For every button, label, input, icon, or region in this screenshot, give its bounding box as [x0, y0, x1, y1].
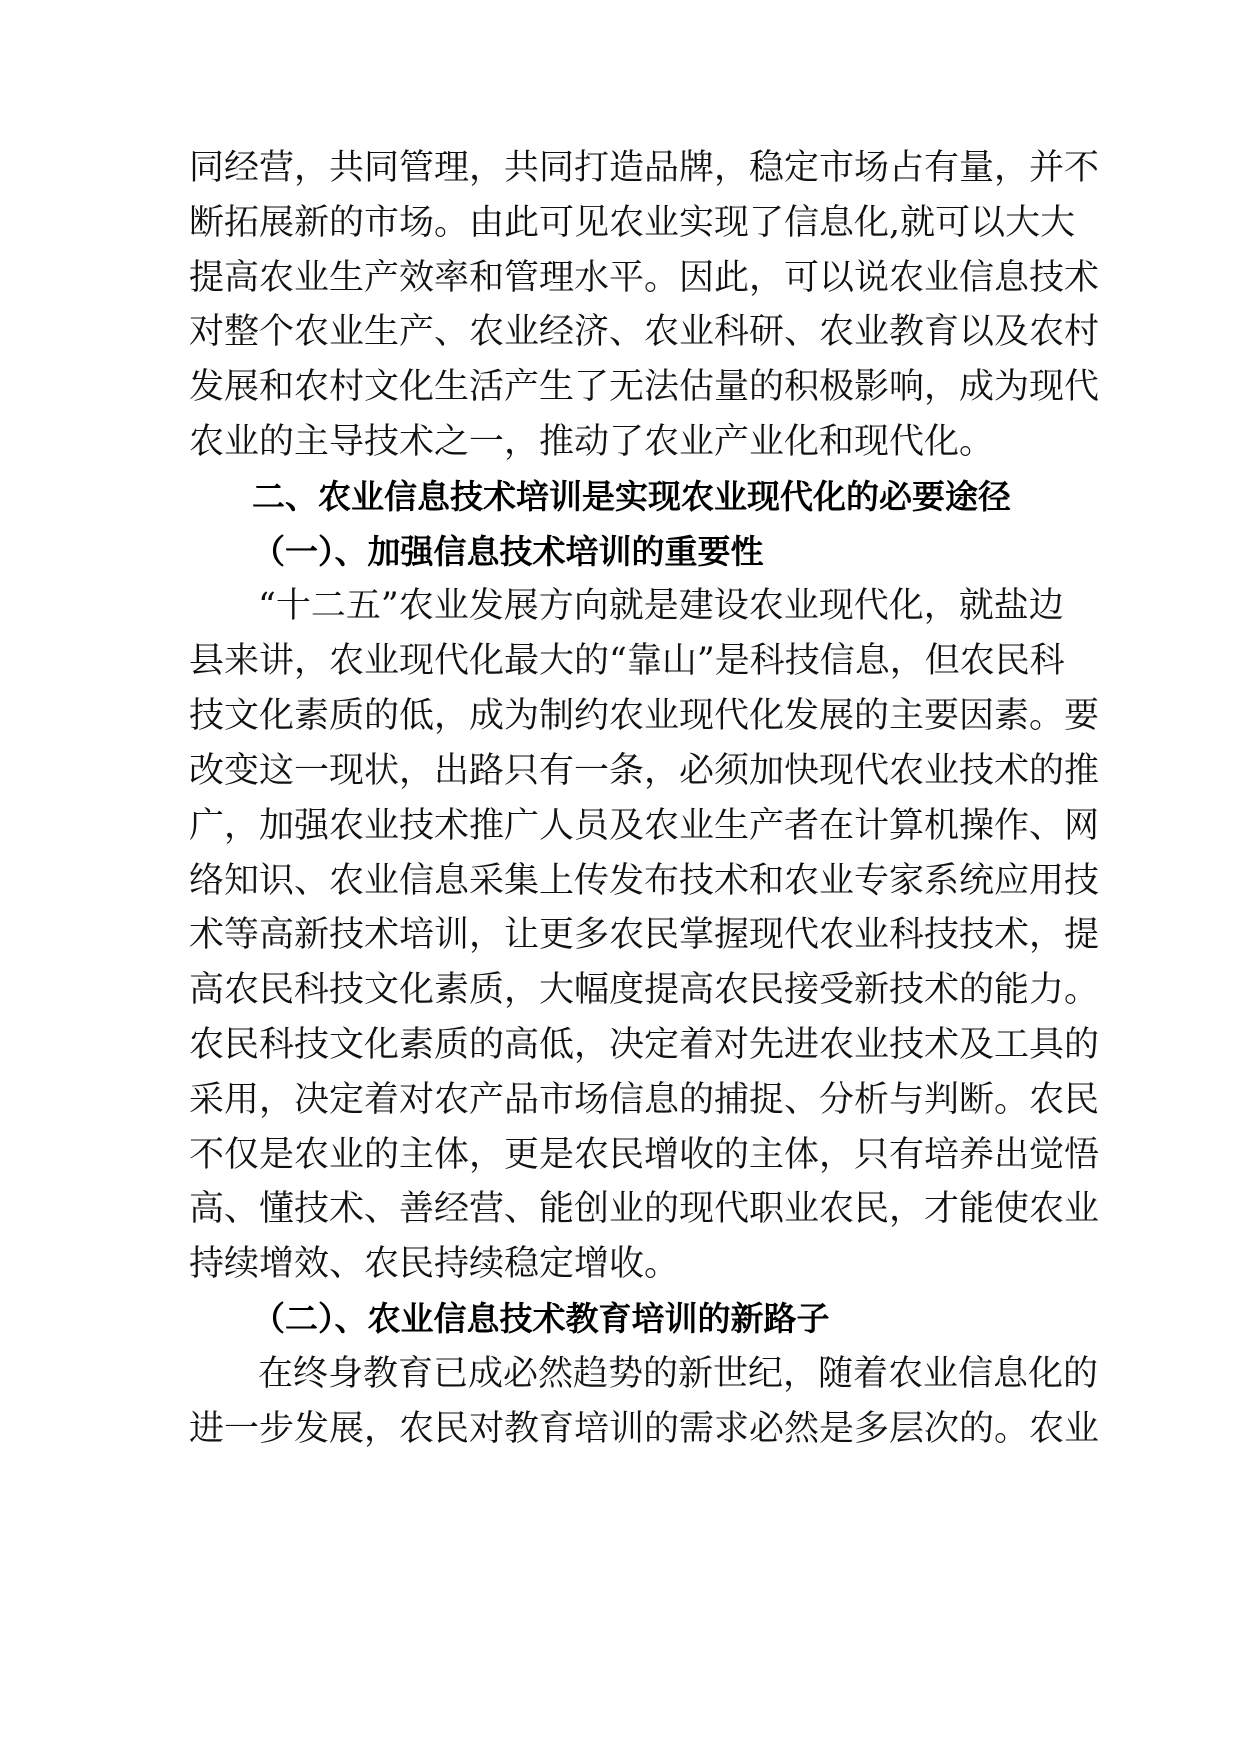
paragraph-line: 发展和农村文化生活产生了无法估量的积极影响，成为现代	[189, 367, 1100, 407]
paragraph-line: 对整个农业生产、农业经济、农业科研、农业教育以及农村	[189, 312, 1100, 352]
paragraph-line: 同经营，共同管理，共同打造品牌，稳定市场占有量，并不	[189, 148, 1100, 188]
paragraph-line: 农民科技文化素质的高低，决定着对先进农业技术及工具的	[189, 1025, 1100, 1065]
paragraph-line: 技文化素质的低，成为制约农业现代化发展的主要因素。要	[189, 696, 1100, 736]
paragraph-line: 持续增效、农民持续稳定增收。	[189, 1244, 680, 1284]
paragraph-line: “十二五”农业发展方向就是建设农业现代化，就盐边	[258, 586, 1064, 626]
paragraph-line: 进一步发展，农民对教育培训的需求必然是多层次的。农业	[189, 1409, 1100, 1449]
paragraph-line: 广，加强农业技术推广人员及农业生产者在计算机操作、网	[189, 806, 1100, 846]
subsection-heading: （一）、加强信息技术培训的重要性	[252, 532, 764, 571]
paragraph-line: 络知识、农业信息采集上传发布技术和农业专家系统应用技	[189, 861, 1100, 901]
paragraph-line: 提高农业生产效率和管理水平。因此，可以说农业信息技术	[189, 258, 1100, 298]
paragraph-line: 断拓展新的市场。由此可见农业实现了信息化,就可以大大	[189, 203, 1076, 243]
subsection-heading: （二）、农业信息技术教育培训的新路子	[252, 1299, 830, 1338]
paragraph-line: 采用，决定着对农产品市场信息的捕捉、分析与判断。农民	[189, 1080, 1100, 1120]
paragraph-line: 在终身教育已成必然趋势的新世纪，随着农业信息化的	[258, 1354, 1099, 1394]
section-heading: 二、农业信息技术培训是实现农业现代化的必要途径	[252, 477, 1011, 516]
paragraph-line: 改变这一现状，出路只有一条，必须加快现代农业技术的推	[189, 751, 1100, 791]
paragraph-line: 术等高新技术培训，让更多农民掌握现代农业科技技术，提	[189, 915, 1100, 955]
paragraph-line: 不仅是农业的主体，更是农民增收的主体，只有培养出觉悟	[189, 1135, 1100, 1175]
paragraph-line: 县来讲，农业现代化最大的“靠山”是科技信息，但农民科	[189, 641, 1065, 681]
paragraph-line: 农业的主导技术之一，推动了农业产业化和现代化。	[189, 422, 995, 462]
paragraph-line: 高、懂技术、善经营、能创业的现代职业农民，才能使农业	[189, 1189, 1100, 1229]
paragraph-line: 高农民科技文化素质，大幅度提高农民接受新技术的能力。	[189, 970, 1100, 1010]
